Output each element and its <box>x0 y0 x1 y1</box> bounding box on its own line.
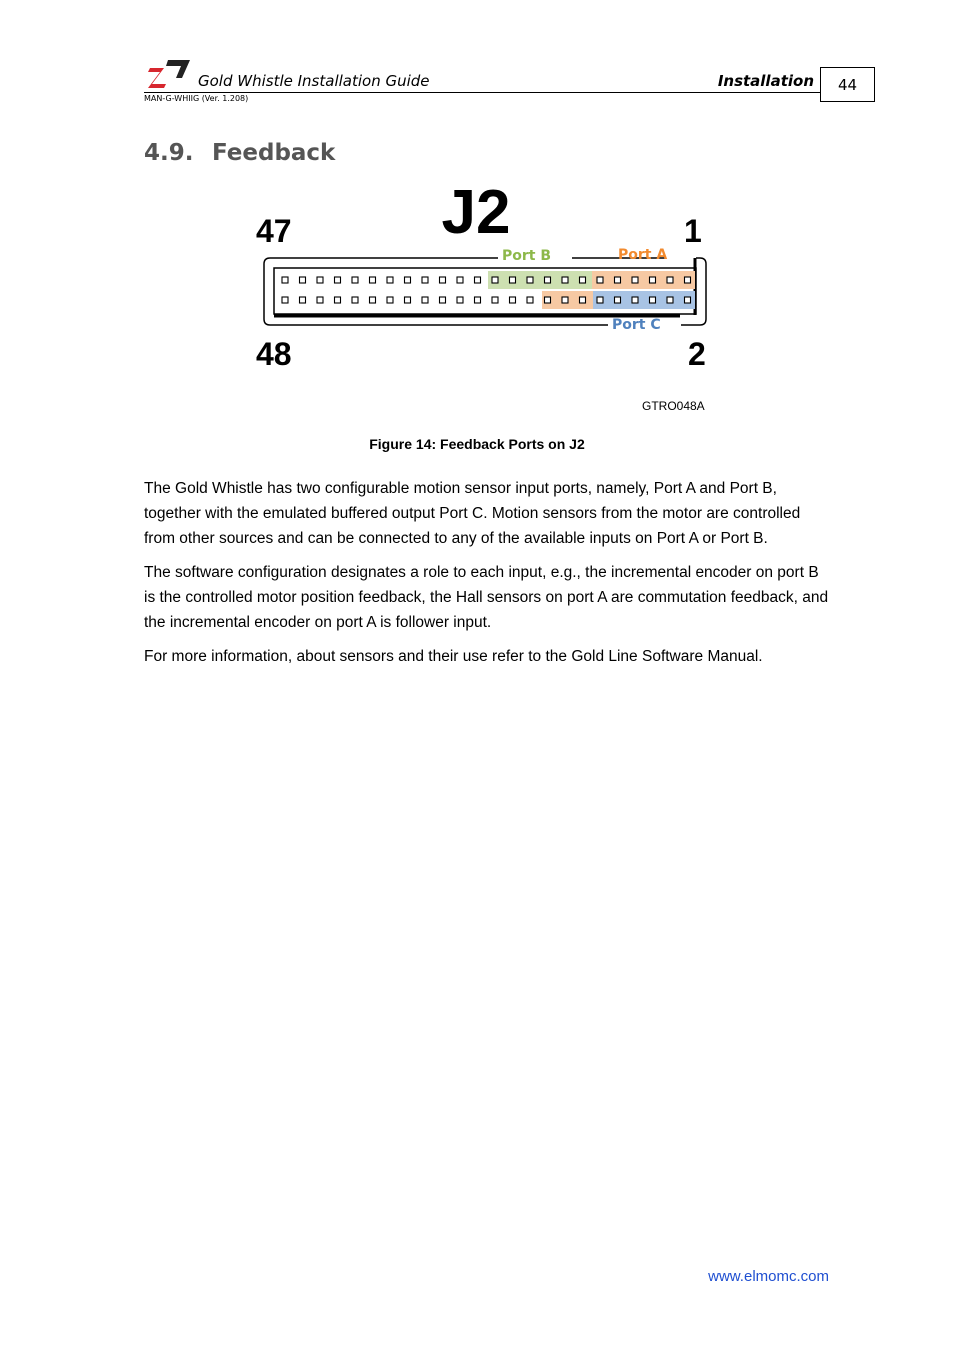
port-c-region-bottom <box>593 291 695 309</box>
connector-pin <box>667 277 673 283</box>
connector-pin <box>650 297 656 303</box>
pin-47-label: 47 <box>256 213 292 249</box>
connector-pin <box>422 297 428 303</box>
paragraph-1: The Gold Whistle has two configurable motion sensor input ports, namely, Port A and Port B, together with the emulated buffered output Port C. Motion sensors from the motor are controlled from other sources and can be connected to any of the available inputs on Port A or Port B. <box>144 480 801 547</box>
connector-pin <box>632 277 638 283</box>
connector-pin <box>300 297 306 303</box>
connector-pin <box>562 277 568 283</box>
section-number: 4.9. <box>144 140 194 166</box>
elmo-logo <box>148 58 190 90</box>
section-heading <box>144 140 335 166</box>
body-text <box>144 476 834 678</box>
connector-pin <box>370 277 376 283</box>
port-b-label: Port B <box>502 248 552 264</box>
connector-pin <box>422 277 428 283</box>
header-rule <box>144 92 820 93</box>
figure-caption: Figure 14: Feedback Ports on J2 <box>369 436 585 452</box>
connector-pin <box>352 277 358 283</box>
port-b-region-top <box>488 271 592 289</box>
connector-pin <box>545 297 551 303</box>
connector-pin <box>475 297 481 303</box>
header-section: Installation <box>717 72 814 90</box>
header-title: Gold Whistle Installation Guide <box>198 72 430 90</box>
port-a-region-top <box>592 271 695 289</box>
connector-pin <box>282 297 288 303</box>
connector-pin <box>457 277 463 283</box>
j2-connector-diagram <box>240 175 720 420</box>
pin-1-label: 1 <box>684 213 702 249</box>
section-title: Feedback <box>212 140 336 166</box>
connector-pin <box>685 277 691 283</box>
connector-pin <box>387 297 393 303</box>
paragraph-3: For more information, about sensors and their use refer to the Gold Line Software Manual. <box>144 648 763 665</box>
connector-pin <box>282 277 288 283</box>
connector-pin <box>527 297 533 303</box>
connector-pin <box>387 277 393 283</box>
port-a-label: Port A <box>618 247 668 263</box>
connector-pin <box>580 297 586 303</box>
connector-pin <box>370 297 376 303</box>
connector-pin <box>405 297 411 303</box>
figure-code: GTRO048A <box>642 399 705 413</box>
connector-pin <box>335 277 341 283</box>
connector-pin <box>510 297 516 303</box>
connector-pin <box>667 297 673 303</box>
connector-pin <box>405 277 411 283</box>
connector-pin <box>527 277 533 283</box>
connector-pin <box>492 277 498 283</box>
connector-pin <box>562 297 568 303</box>
connector-pin <box>440 297 446 303</box>
connector-pin <box>632 297 638 303</box>
connector-pin <box>352 297 358 303</box>
connector-pin <box>597 277 603 283</box>
connector-pin <box>317 297 323 303</box>
page-number: 44 <box>820 67 875 102</box>
connector-pin <box>317 277 323 283</box>
connector-pin <box>615 277 621 283</box>
connector-pin <box>300 277 306 283</box>
connector-pin <box>545 277 551 283</box>
connector-pin <box>615 297 621 303</box>
paragraph-2: The software configuration designates a role to each input, e.g., the incremental encoder on port B is the controlled motor position feedback, the Hall sensors on port A are commutation feedback, and the incremental encoder on port A is follower input. <box>144 564 829 631</box>
connector-pin <box>510 277 516 283</box>
connector-pin <box>457 297 463 303</box>
connector-pin <box>475 277 481 283</box>
pin-48-label: 48 <box>256 336 292 372</box>
connector-pin <box>492 297 498 303</box>
connector-pin <box>685 297 691 303</box>
connector-pin <box>580 277 586 283</box>
connector-pin <box>440 277 446 283</box>
connector-pin <box>335 297 341 303</box>
connector-pin <box>650 277 656 283</box>
connector-pin <box>597 297 603 303</box>
connector-label: J2 <box>441 178 511 247</box>
port-c-label: Port C <box>612 317 661 333</box>
pin-2-label: 2 <box>688 336 706 372</box>
doc-id: MAN-G-WHIIG (Ver. 1.208) <box>144 94 249 103</box>
website-link[interactable]: www.elmomc.com <box>708 1268 829 1285</box>
